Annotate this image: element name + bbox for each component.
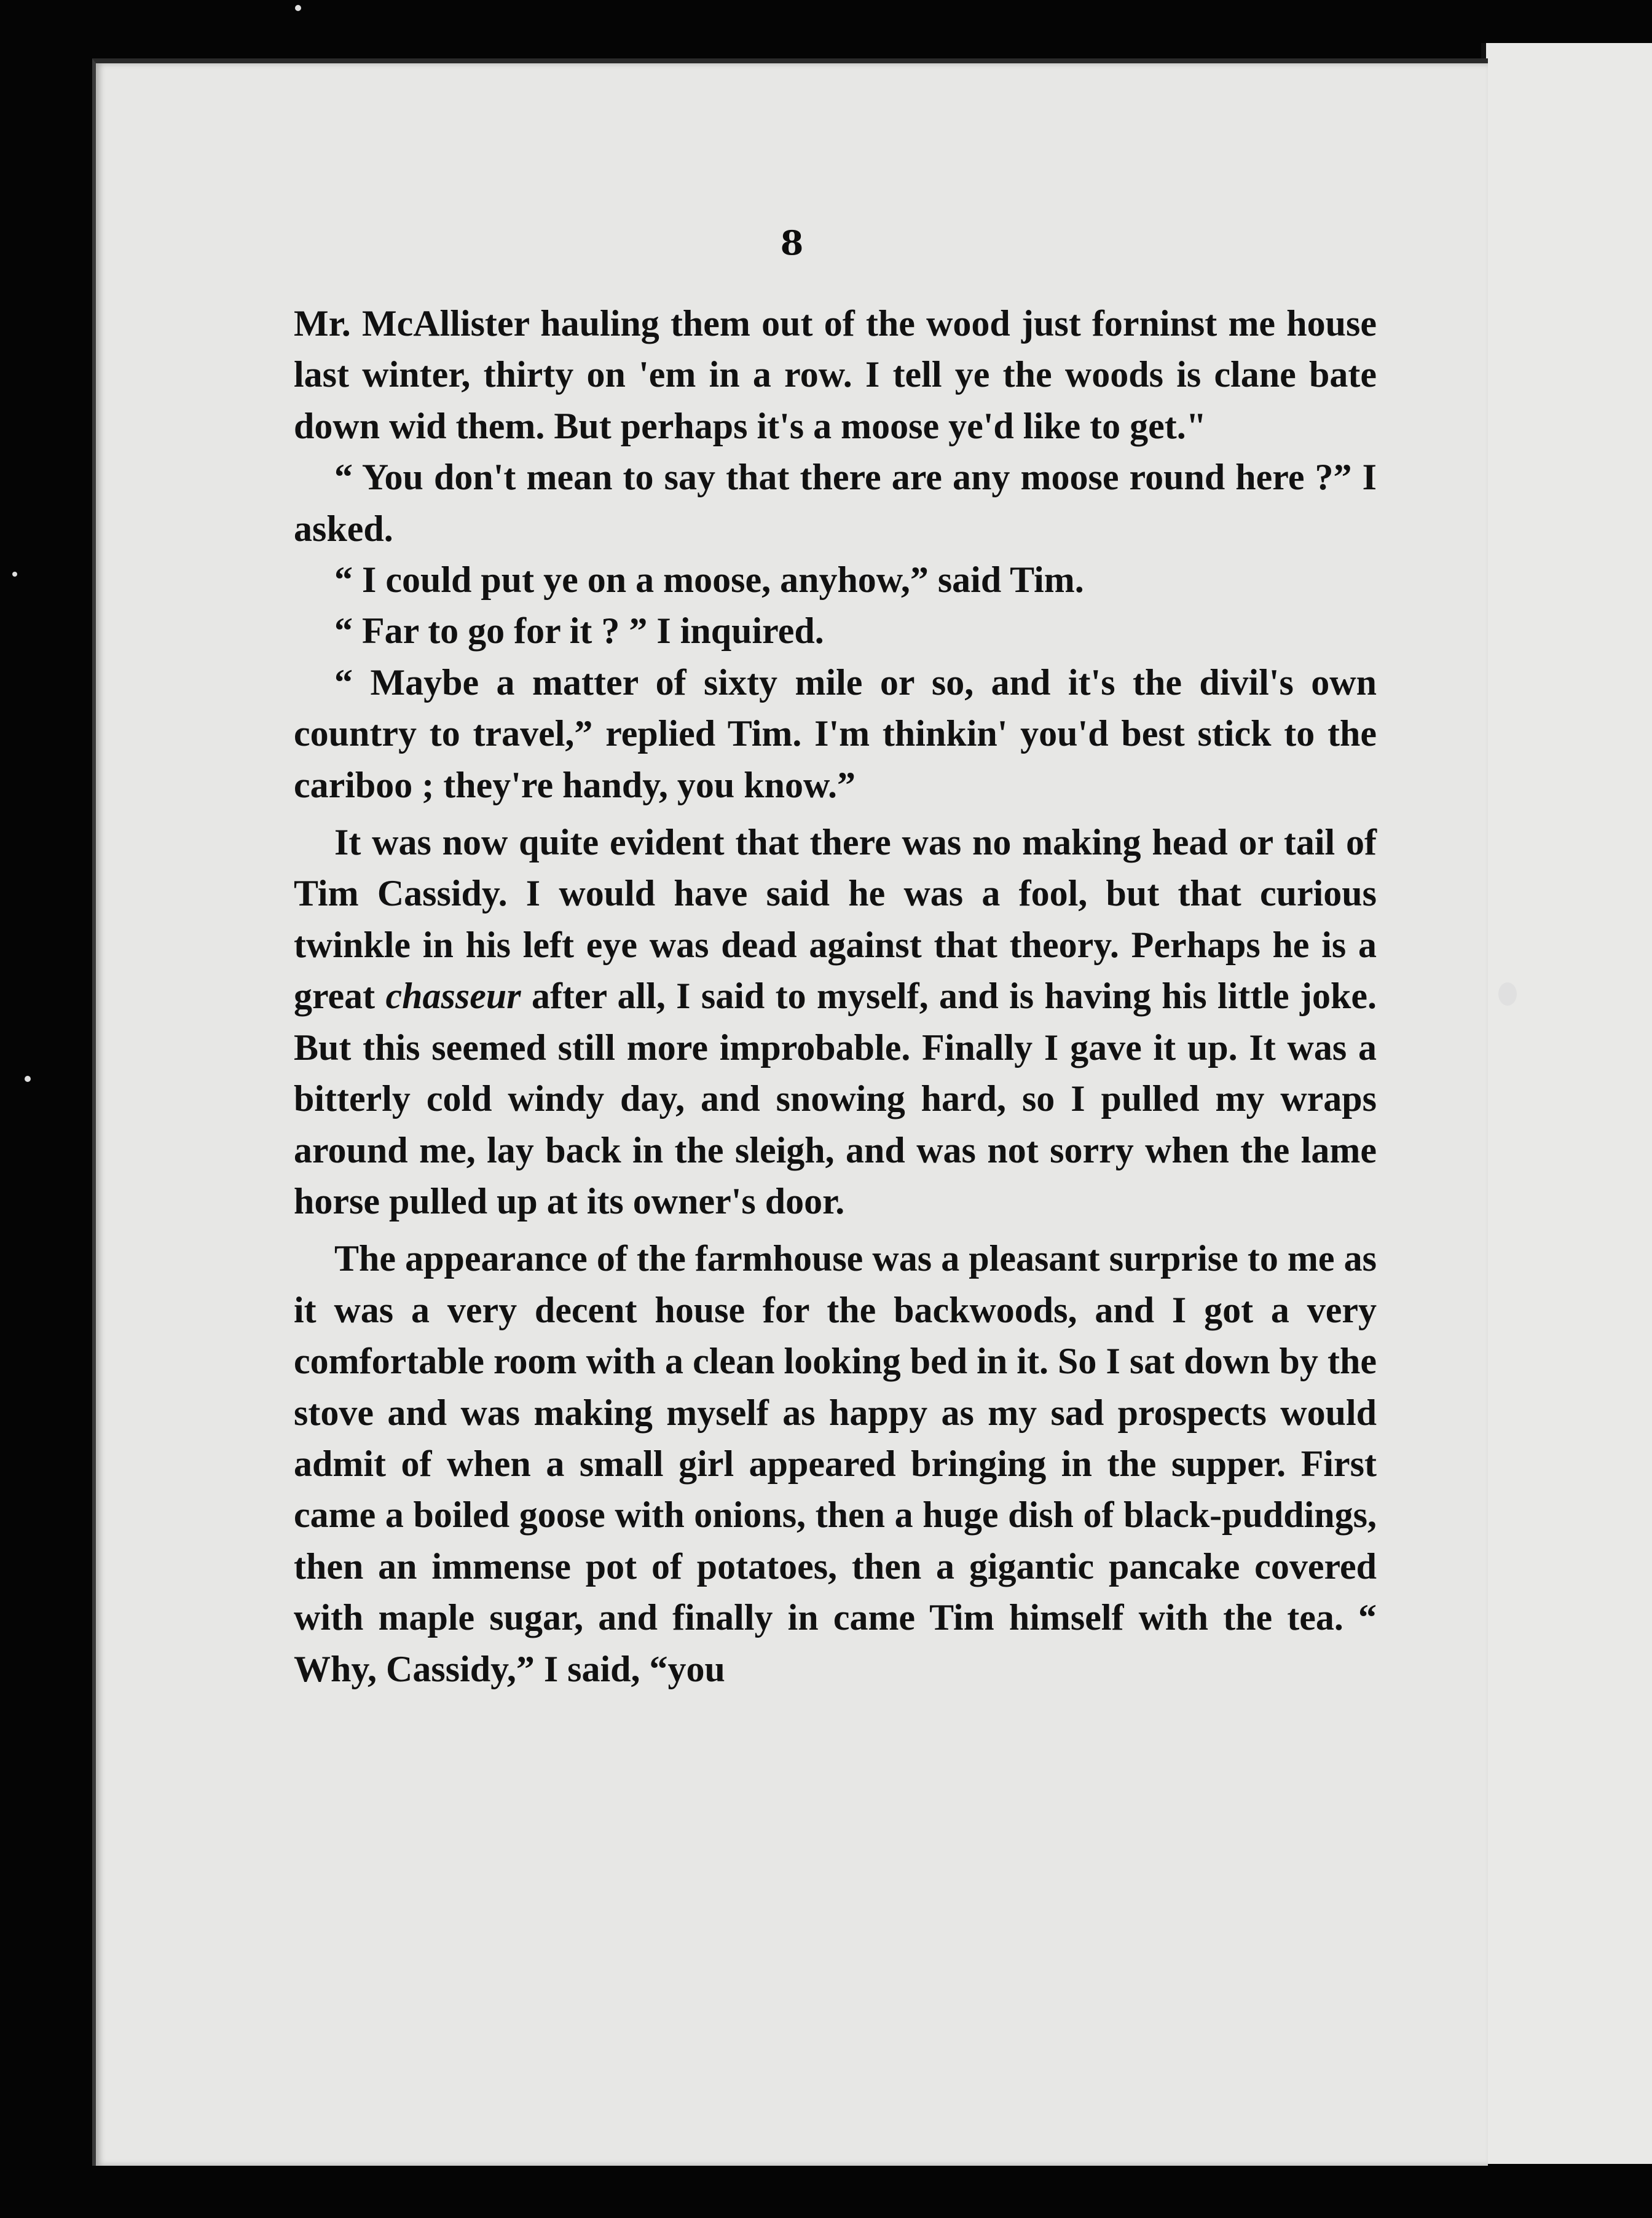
paragraph-6 [294, 817, 1377, 1227]
paragraph-2: “ You don't mean to say that there are any moose round here ?” I asked. [294, 457, 1377, 549]
page-number: 8 [780, 223, 804, 262]
paragraph-7: The appearance of the farmhouse was a pleasant surprise to me as it was a very decent house for the backwoods, and I got a very comfortable room with a clean looking bed in it. So I sat down by the stove and was making myself as happy as my sad prospects would admit of when a small girl appeared bringing in the supper. First came a boiled goose with onions, then a huge dish of black-puddings, then an immense pot of potatoes, then a gigantic pancake covered with maple sugar, and finally in came Tim himself with the tea. “ Why, Cassidy,” I said, “you [294, 1238, 1377, 1689]
paragraph-3: “ I could put ye on a moose, anyhow,” said Tim. [334, 559, 1084, 601]
scan-speck [12, 572, 17, 577]
paragraph-5: “ Maybe a matter of sixty mile or so, and it's the divil's own country to travel,” replied Tim. I'm thinkin' you'd best stick to the cariboo ; they're handy, you know.” [294, 661, 1377, 805]
scan-speck [1498, 982, 1517, 1006]
paragraph-6-start: It was now quite evident that there was no making head or tail of Tim Cassidy. I would have said he was a fool, but that curious twinkle in his left eye was dead against that theory. Perhaps he is a great [294, 822, 1377, 1017]
body-text [294, 298, 1377, 1695]
adjacent-page-edge [1481, 43, 1652, 2164]
paragraph-1: Mr. McAllister hauling them out of the wood just forninst me house last winter, thirty on 'em in a row. I tell ye the woods is clane bate down wid them. But perhaps it's a moose ye'd like to get." [294, 303, 1377, 446]
scan-speck [25, 1076, 31, 1082]
paragraph-4: “ Far to go for it ? ” I inquired. [334, 610, 824, 652]
paragraph-6-end: after all, I said to myself, and is having his little joke. But this seemed still more improbable. Finally I gave it up. It was a bitterly cold windy day, and snowing hard, so I pulled my wraps around me, lay back in the sleigh, and was not sorry when the lame horse pulled up at its owner's door. [294, 976, 1377, 1221]
scan-speck [295, 5, 301, 11]
book-page [92, 58, 1488, 2166]
italic-word: chasseur [385, 976, 521, 1017]
